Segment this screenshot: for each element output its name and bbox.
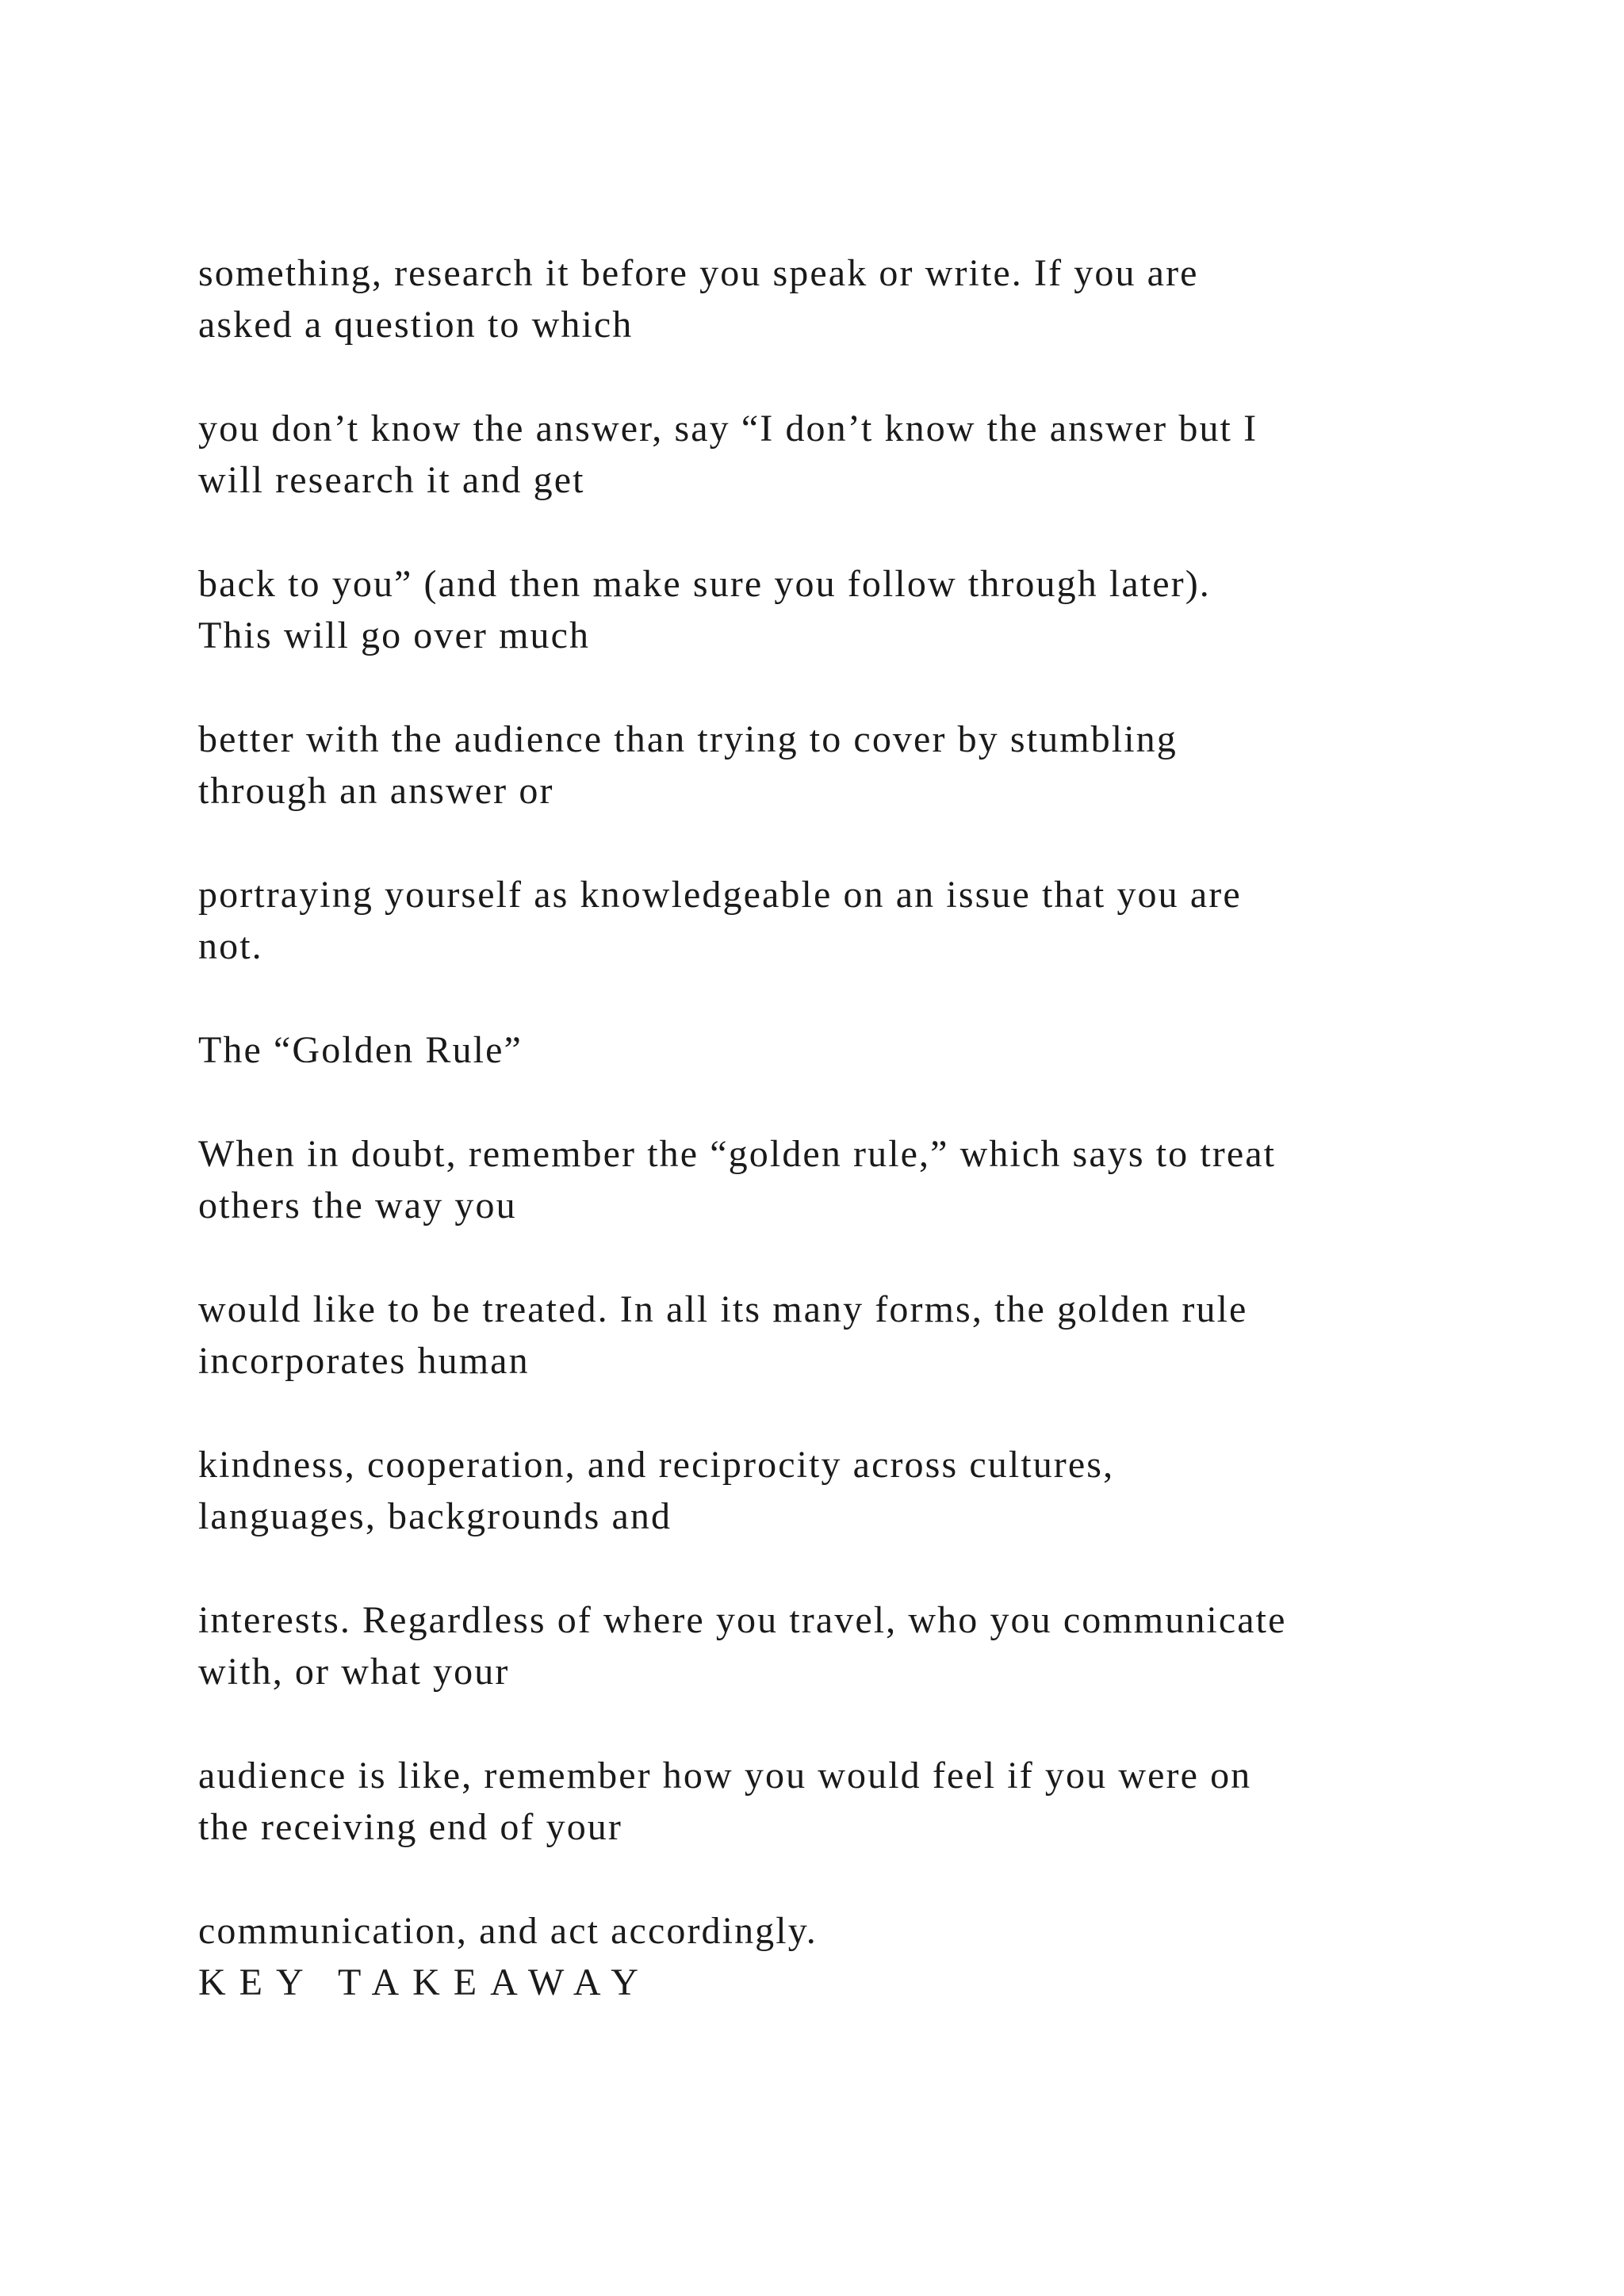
paragraph-line: the receiving end of your [198, 1806, 622, 1848]
paragraph-line: not. [198, 925, 263, 967]
paragraph-line: This will go over much [198, 614, 591, 656]
paragraph [198, 1750, 1467, 1853]
paragraph [198, 1594, 1467, 1697]
paragraph-line: others the way you [198, 1184, 517, 1226]
paragraph-line: would like to be treated. In all its many forms, the golden rule [198, 1288, 1248, 1330]
paragraph-line: will research it and get [198, 459, 585, 501]
paragraph-line: back to you” (and then make sure you follow through later). [198, 563, 1211, 605]
paragraph-line: kindness, cooperation, and reciprocity across cultures, [198, 1444, 1115, 1486]
paragraph-line: something, research it before you speak or write. If you are [198, 252, 1199, 294]
paragraph-line: communication, and act accordingly. [198, 1910, 818, 1952]
section-heading [198, 1024, 1467, 1076]
paragraph [198, 869, 1467, 972]
paragraph-line: languages, backgrounds and [198, 1495, 672, 1537]
paragraph-line: interests. Regardless of where you travel, who you communicate [198, 1599, 1287, 1641]
paragraph-line: you don’t know the answer, say “I don’t know the answer but I [198, 408, 1258, 450]
paragraph [198, 403, 1467, 506]
paragraph [198, 1439, 1467, 1542]
document-body [198, 247, 1467, 2008]
paragraph [198, 1128, 1467, 1231]
paragraph [198, 558, 1467, 661]
paragraph-line: portraying yourself as knowledgeable on an issue that you are [198, 874, 1242, 916]
paragraph-line: through an answer or [198, 770, 554, 812]
paragraph [198, 714, 1467, 817]
paragraph [198, 247, 1467, 350]
paragraph [198, 1284, 1467, 1387]
paragraph-line: incorporates human [198, 1340, 530, 1382]
paragraph-line: better with the audience than trying to cover by stumbling [198, 718, 1178, 760]
section-heading-text: The “Golden Rule” [198, 1029, 523, 1071]
paragraph-line: with, or what your [198, 1651, 510, 1693]
paragraph-line: asked a question to which [198, 304, 634, 346]
key-takeaway-heading: KEY TAKEAWAY [198, 1961, 652, 2003]
paragraph-line: When in doubt, remember the “golden rule,” which says to treat [198, 1133, 1277, 1175]
paragraph [198, 1905, 1467, 2008]
paragraph-line: audience is like, remember how you would feel if you were on [198, 1755, 1252, 1797]
